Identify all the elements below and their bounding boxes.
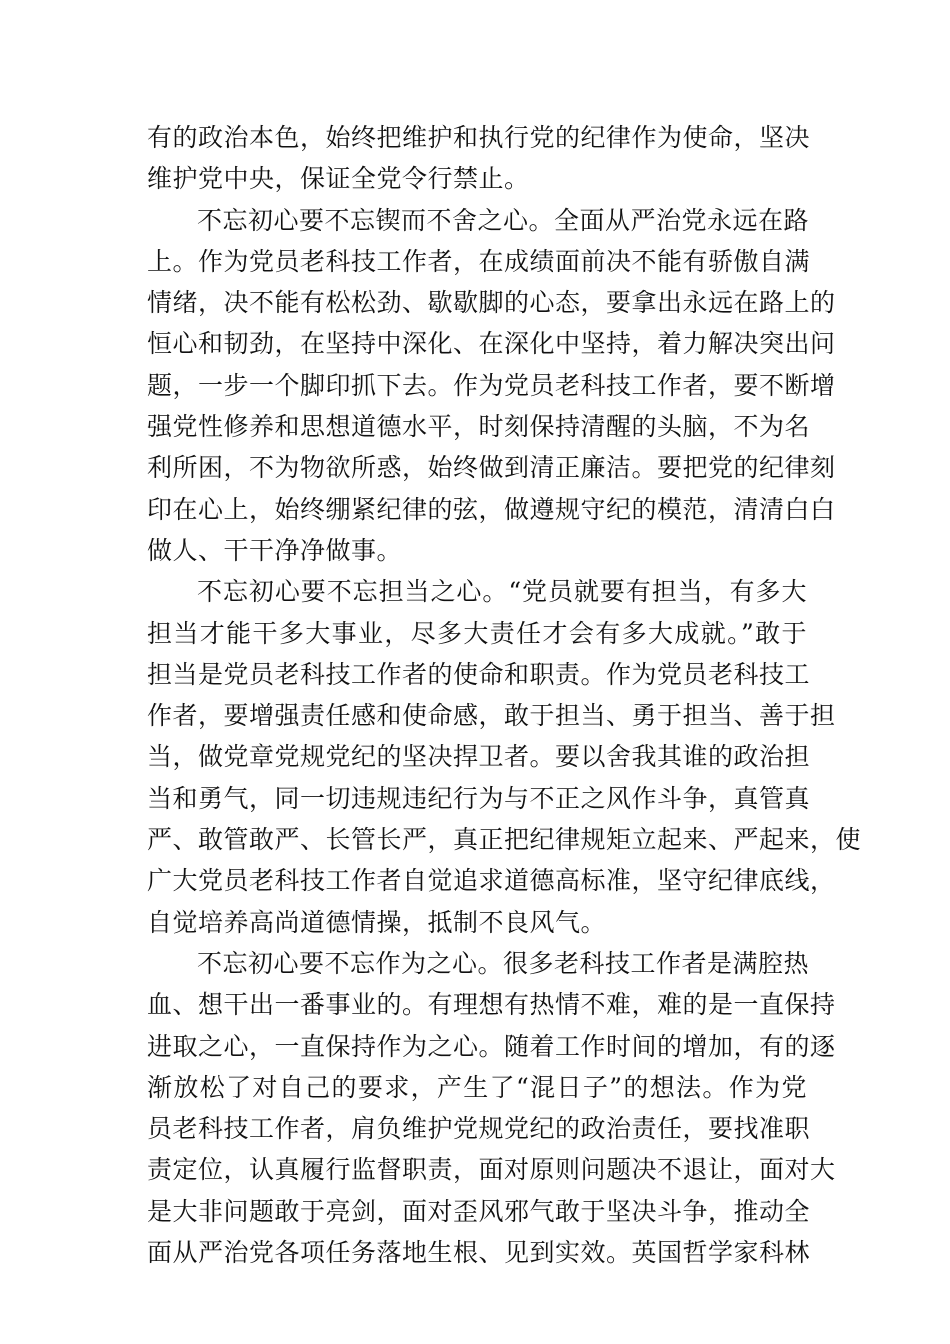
text-line: 担当是党员老科技工作者的使命和职责。作为党员老科技工	[147, 659, 811, 689]
text-line: 有的政治本色，始终把维护和执行党的纪律作为使命，坚决	[147, 123, 811, 152]
body-text	[147, 117, 862, 1273]
text-line: 责定位，认真履行监督职责，面对原则问题决不退让，面对大	[147, 1155, 836, 1185]
paragraph-first-line: 不忘初心要不忘锲而不舍之心。全面从严治党永远在路	[197, 205, 810, 235]
text-line: 血、想干出一番事业的。有理想有热情不难，难的是一直保持	[147, 990, 836, 1020]
text-line: 员老科技工作者，肩负维护党规党纪的政治责任，要找准职	[147, 1114, 811, 1144]
text-line: 题，一步一个脚印抓下去。作为党员老科技工作者，要不断增	[147, 370, 836, 400]
text-line: 严、敢管敢严、长管长严，真正把纪律规矩立起来、严起来，使	[147, 825, 862, 855]
text-line: 渐放松了对自己的要求，产生了“混日子”的想法。作为党	[147, 1072, 807, 1102]
text-line: 当和勇气，同一切违规违纪行为与不正之风作斗争，真管真	[147, 783, 811, 813]
text-line: 利所困，不为物欲所惑，始终做到清正廉洁。要把党的纪律刻	[147, 453, 836, 483]
text-line: 做人、干干净净做事。	[147, 535, 403, 565]
text-line: 维护党中央，保证全党令行禁止。	[147, 164, 530, 194]
text-line: 印在心上，始终绷紧纪律的弦，做遵规守纪的模范，清清白白	[147, 494, 836, 524]
text-line: 广大党员老科技工作者自觉追求道德高标准，坚守纪律底线，	[147, 866, 836, 896]
text-line: 情绪，决不能有松松劲、歇歇脚的心态，要拿出永远在路上的	[147, 288, 836, 318]
text-line: 作者，要增强责任感和使命感，敢于担当、勇于担当、善于担	[147, 701, 836, 731]
text-line: 进取之心，一直保持作为之心。随着工作时间的增加，有的逐	[147, 1031, 836, 1061]
text-line: 上。作为党员老科技工作者，在成绩面前决不能有骄傲自满	[147, 246, 811, 276]
text-line: 恒心和韧劲，在坚持中深化、在深化中坚持，着力解决突出问	[147, 329, 836, 359]
text-line: 自觉培养高尚道德情操，抵制不良风气。	[147, 907, 607, 937]
text-line: 担当才能干多大事业，尽多大责任才会有多大成就。”敢于	[147, 618, 807, 648]
text-line: 面从严治党各项任务落地生根、见到实效。英国哲学家科林	[147, 1238, 811, 1268]
paragraph-first-line: 不忘初心要不忘担当之心。“党员就要有担当，有多大	[197, 577, 807, 607]
text-line: 是大非问题敢于亮剑，面对歪风邪气敢于坚决斗争，推动全	[147, 1196, 811, 1226]
paragraph-first-line: 不忘初心要不忘作为之心。很多老科技工作者是满腔热	[197, 948, 810, 978]
text-line: 强党性修养和思想道德水平，时刻保持清醒的头脑，不为名	[147, 412, 811, 442]
text-line: 当，做党章党规党纪的坚决捍卫者。要以舍我其谁的政治担	[147, 742, 811, 772]
